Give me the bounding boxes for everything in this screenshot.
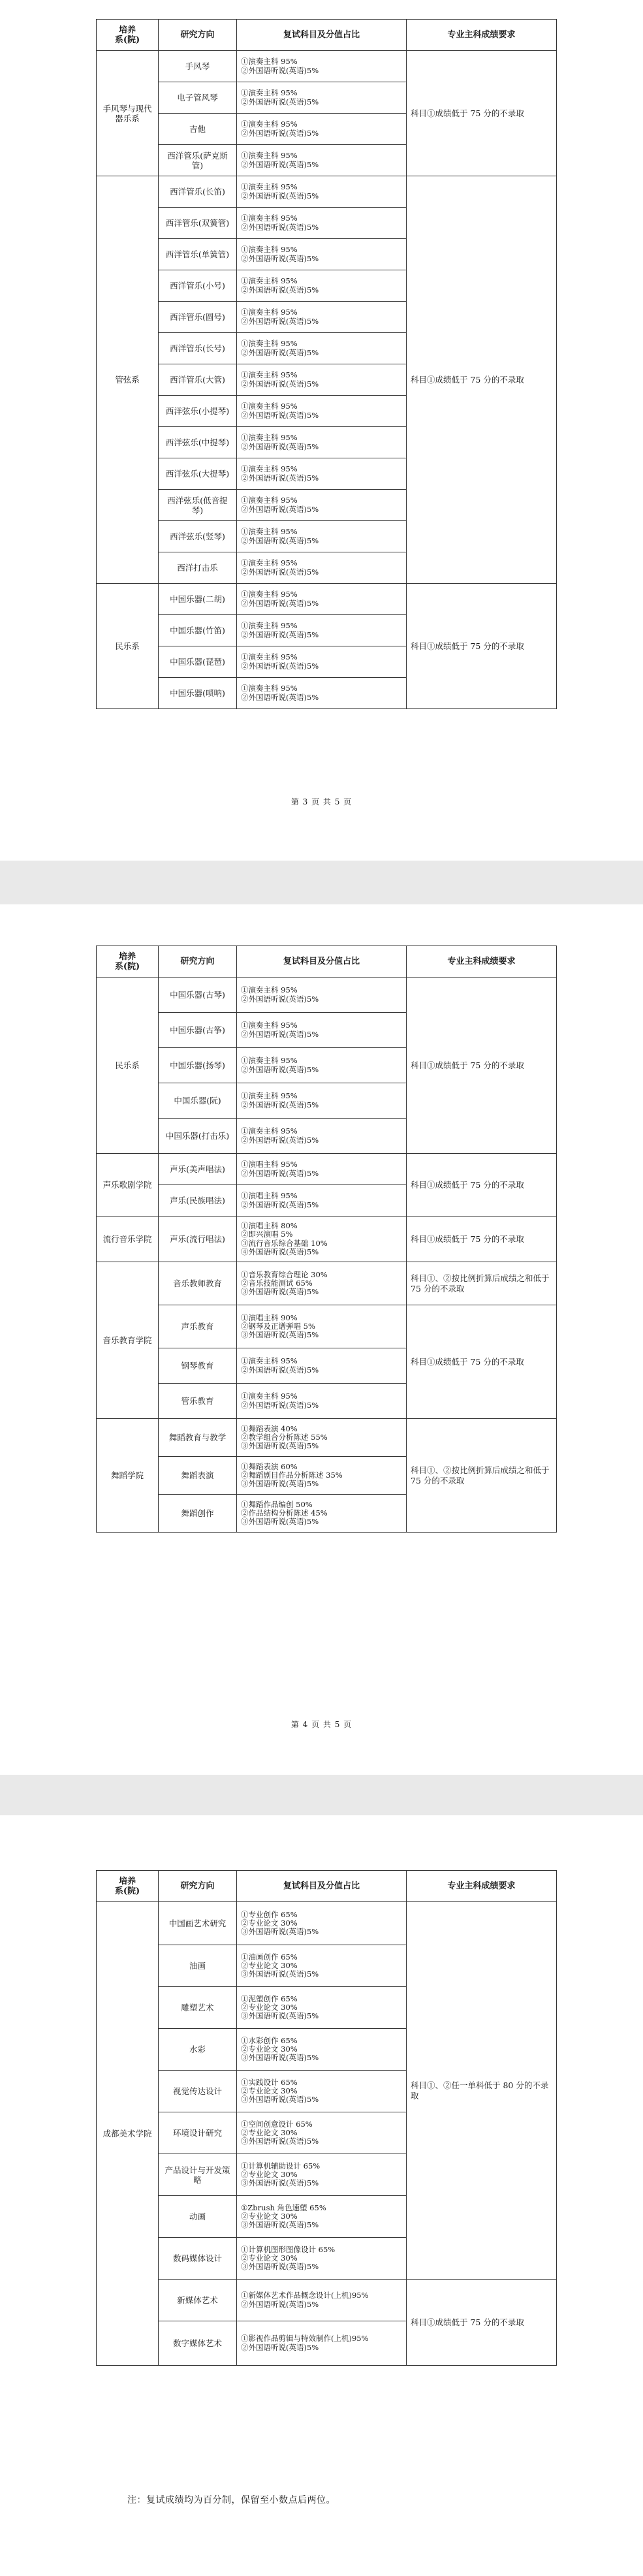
subjects-cell: ①音乐教育综合理论 30% ②音乐技能测试 65% ③外国语听说(英语)5% bbox=[237, 1262, 407, 1305]
subjects-cell: ①演奏主科 95% ②外国语听说(英语)5% bbox=[237, 552, 407, 584]
direction-cell: 中国乐器(琵琶) bbox=[159, 646, 237, 678]
subjects-cell: ①演奏主科 95% ②外国语听说(英语)5% bbox=[237, 114, 407, 145]
table-row bbox=[97, 1902, 557, 1945]
direction-cell: 西洋弦乐(低音提琴) bbox=[159, 490, 237, 521]
subjects-cell: ①实践设计 65% ②专业论文 30% ③外国语听说(英语)5% bbox=[237, 2071, 407, 2112]
header-dept: 培养 系(院) bbox=[97, 20, 159, 51]
subjects-cell: ①演奏主科 95% ②外国语听说(英语)5% bbox=[237, 239, 407, 270]
table-row bbox=[97, 1216, 557, 1262]
requirement-cell: 科目①成绩低于 75 分的不录取 bbox=[407, 1154, 557, 1216]
subjects-cell: ①计算机图形图像设计 65% ②专业论文 30% ③外国语听说(英语)5% bbox=[237, 2238, 407, 2280]
subjects-cell: ①舞蹈表演 40% ②教学组合分析陈述 55% ③外国语听说(英语)5% bbox=[237, 1419, 407, 1457]
footnote: 注：复试成绩均为百分制，保留至小数点后两位。 bbox=[127, 2495, 336, 2505]
direction-cell: 中国乐器(阮) bbox=[159, 1083, 237, 1119]
table-row bbox=[97, 1305, 557, 1348]
table-row bbox=[97, 2280, 557, 2321]
subjects-cell: ①演奏主科 95% ②外国语听说(英语)5% bbox=[237, 427, 407, 458]
subjects-cell: ①油画创作 65% ②专业论文 30% ③外国语听说(英语)5% bbox=[237, 1945, 407, 1987]
header-dept: 培养 系(院) bbox=[97, 946, 159, 978]
table-header-row bbox=[97, 1871, 557, 1902]
dept-cell: 民乐系 bbox=[97, 584, 159, 709]
header-dept: 培养 系(院) bbox=[97, 1871, 159, 1902]
requirement-cell: 科目①成绩低于 75 分的不录取 bbox=[407, 584, 557, 709]
header-requirement: 专业主科成绩要求 bbox=[407, 1871, 557, 1902]
direction-cell: 中国乐器(二胡) bbox=[159, 584, 237, 615]
direction-cell: 西洋弦乐(中提琴) bbox=[159, 427, 237, 458]
direction-cell: 数字媒体艺术 bbox=[159, 2321, 237, 2366]
requirement-cell: 科目①成绩低于 75 分的不录取 bbox=[407, 51, 557, 176]
direction-cell: 西洋管乐(长号) bbox=[159, 333, 237, 364]
requirement-cell: 科目①、②任一单科低于 80 分的不录取 bbox=[407, 1902, 557, 2280]
direction-cell: 手风琴 bbox=[159, 51, 237, 82]
subjects-cell: ①专业创作 65% ②专业论文 30% ③外国语听说(英语)5% bbox=[237, 1902, 407, 1945]
subjects-cell: ①演奏主科 95% ②外国语听说(英语)5% bbox=[237, 1048, 407, 1083]
subjects-cell: ①演唱主科 80% ②即兴演唱 5% ③流行音乐综合基础 10% ④外国语听说(英语)5% bbox=[237, 1216, 407, 1262]
requirement-cell: 科目①、②按比例折算后成绩之和低于 75 分的不录取 bbox=[407, 1262, 557, 1305]
table-row bbox=[97, 584, 557, 615]
subjects-cell: ①演奏主科 95% ②外国语听说(英语)5% bbox=[237, 270, 407, 302]
direction-cell: 声乐(民族唱法) bbox=[159, 1185, 237, 1216]
subjects-cell: ①演奏主科 95% ②外国语听说(英语)5% bbox=[237, 1013, 407, 1048]
subjects-cell: ①演奏主科 95% ②外国语听说(英语)5% bbox=[237, 302, 407, 333]
requirement-cell: 科目①成绩低于 75 分的不录取 bbox=[407, 176, 557, 584]
subjects-cell: ①Zbrush 角色速塑 65% ②专业论文 30% ③外国语听说(英语)5% bbox=[237, 2196, 407, 2238]
subjects-cell: ①演奏主科 95% ②外国语听说(英语)5% bbox=[237, 396, 407, 427]
direction-cell: 环境设计研究 bbox=[159, 2112, 237, 2154]
page-number: 第 4 页 共 5 页 bbox=[290, 1720, 353, 1729]
direction-cell: 中国乐器(打击乐) bbox=[159, 1119, 237, 1154]
subjects-cell: ①演奏主科 95% ②外国语听说(英语)5% bbox=[237, 521, 407, 552]
table-row bbox=[97, 1262, 557, 1305]
direction-cell: 油画 bbox=[159, 1945, 237, 1987]
subjects-cell: ①演唱主科 95% ②外国语听说(英语)5% bbox=[237, 1185, 407, 1216]
subjects-cell: ①空间创意设计 65% ②专业论文 30% ③外国语听说(英语)5% bbox=[237, 2112, 407, 2154]
subjects-cell: ①演奏主科 95% ②外国语听说(英语)5% bbox=[237, 646, 407, 678]
requirements-table-page-4 bbox=[96, 946, 557, 1533]
direction-cell: 西洋管乐(长笛) bbox=[159, 176, 237, 208]
direction-cell: 舞蹈教育与教学 bbox=[159, 1419, 237, 1457]
direction-cell: 西洋管乐(小号) bbox=[159, 270, 237, 302]
dept-cell: 流行音乐学院 bbox=[97, 1216, 159, 1262]
direction-cell: 吉他 bbox=[159, 114, 237, 145]
direction-cell: 声乐(美声唱法) bbox=[159, 1154, 237, 1185]
direction-cell: 电子管风琴 bbox=[159, 82, 237, 114]
table-row bbox=[97, 978, 557, 1013]
direction-cell: 音乐教师教育 bbox=[159, 1262, 237, 1305]
table-row bbox=[97, 1419, 557, 1457]
direction-cell: 水彩 bbox=[159, 2029, 237, 2071]
direction-cell: 舞蹈表演 bbox=[159, 1457, 237, 1495]
direction-cell: 西洋管乐(圆号) bbox=[159, 302, 237, 333]
subjects-cell: ①水彩创作 65% ②专业论文 30% ③外国语听说(英语)5% bbox=[237, 2029, 407, 2071]
page-number: 第 3 页 共 5 页 bbox=[290, 797, 353, 806]
subjects-cell: ①演奏主科 95% ②外国语听说(英语)5% bbox=[237, 176, 407, 208]
subjects-cell: ①演奏主科 95% ②外国语听说(英语)5% bbox=[237, 490, 407, 521]
subjects-cell: ①舞蹈作品编创 50% ②作品结构分析陈述 45% ③外国语听说(英语)5% bbox=[237, 1495, 407, 1533]
subjects-cell: ①演奏主科 95% ②外国语听说(英语)5% bbox=[237, 145, 407, 176]
direction-cell: 钢琴教育 bbox=[159, 1348, 237, 1384]
dept-cell: 手风琴与现代器乐系 bbox=[97, 51, 159, 176]
table-row bbox=[97, 1154, 557, 1185]
subjects-cell: ①演奏主科 95% ②外国语听说(英语)5% bbox=[237, 1348, 407, 1384]
requirement-cell: 科目①成绩低于 75 分的不录取 bbox=[407, 978, 557, 1154]
subjects-cell: ①计算机辅助设计 65% ②专业论文 30% ③外国语听说(英语)5% bbox=[237, 2154, 407, 2196]
header-requirement: 专业主科成绩要求 bbox=[407, 946, 557, 978]
subjects-cell: ①演奏主科 95% ②外国语听说(英语)5% bbox=[237, 333, 407, 364]
header-direction: 研究方向 bbox=[159, 20, 237, 51]
direction-cell: 视觉传达设计 bbox=[159, 2071, 237, 2112]
subjects-cell: ①演奏主科 95% ②外国语听说(英语)5% bbox=[237, 978, 407, 1013]
subjects-cell: ①演奏主科 95% ②外国语听说(英语)5% bbox=[237, 1384, 407, 1419]
direction-cell: 舞蹈创作 bbox=[159, 1495, 237, 1533]
dept-cell: 音乐教育学院 bbox=[97, 1262, 159, 1419]
subjects-cell: ①演奏主科 95% ②外国语听说(英语)5% bbox=[237, 678, 407, 709]
subjects-cell: ①演唱主科 90% ②钢琴及正谱弹唱 5% ③外国语听说(英语)5% bbox=[237, 1305, 407, 1348]
subjects-cell: ①演唱主科 95% ②外国语听说(英语)5% bbox=[237, 1154, 407, 1185]
direction-cell: 中国画艺术研究 bbox=[159, 1902, 237, 1945]
subjects-cell: ①影视作品剪辑与特效制作(上机)95% ②外国语听说(英语)5% bbox=[237, 2321, 407, 2366]
direction-cell: 中国乐器(古琴) bbox=[159, 978, 237, 1013]
direction-cell: 西洋打击乐 bbox=[159, 552, 237, 584]
direction-cell: 西洋管乐(大管) bbox=[159, 364, 237, 396]
table-header-row bbox=[97, 946, 557, 978]
subjects-cell: ①新媒体艺术作品概念设计(上机)95% ②外国语听说(英语)5% bbox=[237, 2280, 407, 2321]
direction-cell: 西洋管乐(萨克斯管) bbox=[159, 145, 237, 176]
requirements-table-page-5 bbox=[96, 1870, 557, 2366]
subjects-cell: ①演奏主科 95% ②外国语听说(英语)5% bbox=[237, 1119, 407, 1154]
requirement-cell: 科目①成绩低于 75 分的不录取 bbox=[407, 1305, 557, 1419]
direction-cell: 产品设计与开发策略 bbox=[159, 2154, 237, 2196]
direction-cell: 西洋弦乐(小提琴) bbox=[159, 396, 237, 427]
table-row bbox=[97, 51, 557, 82]
dept-cell: 管弦系 bbox=[97, 176, 159, 584]
dept-cell: 民乐系 bbox=[97, 978, 159, 1154]
requirement-cell: 科目①、②按比例折算后成绩之和低于 75 分的不录取 bbox=[407, 1419, 557, 1533]
subjects-cell: ①演奏主科 95% ②外国语听说(英语)5% bbox=[237, 51, 407, 82]
subjects-cell: ①演奏主科 95% ②外国语听说(英语)5% bbox=[237, 1083, 407, 1119]
direction-cell: 声乐(流行唱法) bbox=[159, 1216, 237, 1262]
dept-cell: 声乐歌剧学院 bbox=[97, 1154, 159, 1216]
header-subjects: 复试科目及分值占比 bbox=[237, 1871, 407, 1902]
requirement-cell: 科目①成绩低于 75 分的不录取 bbox=[407, 2280, 557, 2366]
subjects-cell: ①舞蹈表演 60% ②舞蹈剧目作品分析陈述 35% ③外国语听说(英语)5% bbox=[237, 1457, 407, 1495]
header-subjects: 复试科目及分值占比 bbox=[237, 20, 407, 51]
direction-cell: 西洋弦乐(竖琴) bbox=[159, 521, 237, 552]
subjects-cell: ①演奏主科 95% ②外国语听说(英语)5% bbox=[237, 364, 407, 396]
direction-cell: 中国乐器(古筝) bbox=[159, 1013, 237, 1048]
header-subjects: 复试科目及分值占比 bbox=[237, 946, 407, 978]
direction-cell: 西洋弦乐(大提琴) bbox=[159, 458, 237, 490]
subjects-cell: ①演奏主科 95% ②外国语听说(英语)5% bbox=[237, 584, 407, 615]
table-header-row bbox=[97, 20, 557, 51]
dept-cell: 成都美术学院 bbox=[97, 1902, 159, 2366]
direction-cell: 西洋管乐(双簧管) bbox=[159, 208, 237, 239]
requirements-table-page-3 bbox=[96, 19, 557, 709]
direction-cell: 声乐教育 bbox=[159, 1305, 237, 1348]
header-direction: 研究方向 bbox=[159, 1871, 237, 1902]
header-requirement: 专业主科成绩要求 bbox=[407, 20, 557, 51]
subjects-cell: ①演奏主科 95% ②外国语听说(英语)5% bbox=[237, 208, 407, 239]
direction-cell: 动画 bbox=[159, 2196, 237, 2238]
direction-cell: 雕塑艺术 bbox=[159, 1987, 237, 2029]
subjects-cell: ①演奏主科 95% ②外国语听说(英语)5% bbox=[237, 82, 407, 114]
direction-cell: 中国乐器(唢呐) bbox=[159, 678, 237, 709]
direction-cell: 新媒体艺术 bbox=[159, 2280, 237, 2321]
direction-cell: 中国乐器(竹笛) bbox=[159, 615, 237, 646]
subjects-cell: ①演奏主科 95% ②外国语听说(英语)5% bbox=[237, 458, 407, 490]
requirement-cell: 科目①成绩低于 75 分的不录取 bbox=[407, 1216, 557, 1262]
direction-cell: 中国乐器(扬琴) bbox=[159, 1048, 237, 1083]
subjects-cell: ①泥塑创作 65% ②专业论文 30% ③外国语听说(英语)5% bbox=[237, 1987, 407, 2029]
direction-cell: 西洋管乐(单簧管) bbox=[159, 239, 237, 270]
direction-cell: 数码媒体设计 bbox=[159, 2238, 237, 2280]
table-row bbox=[97, 176, 557, 208]
subjects-cell: ①演奏主科 95% ②外国语听说(英语)5% bbox=[237, 615, 407, 646]
header-direction: 研究方向 bbox=[159, 946, 237, 978]
direction-cell: 管乐教育 bbox=[159, 1384, 237, 1419]
dept-cell: 舞蹈学院 bbox=[97, 1419, 159, 1533]
